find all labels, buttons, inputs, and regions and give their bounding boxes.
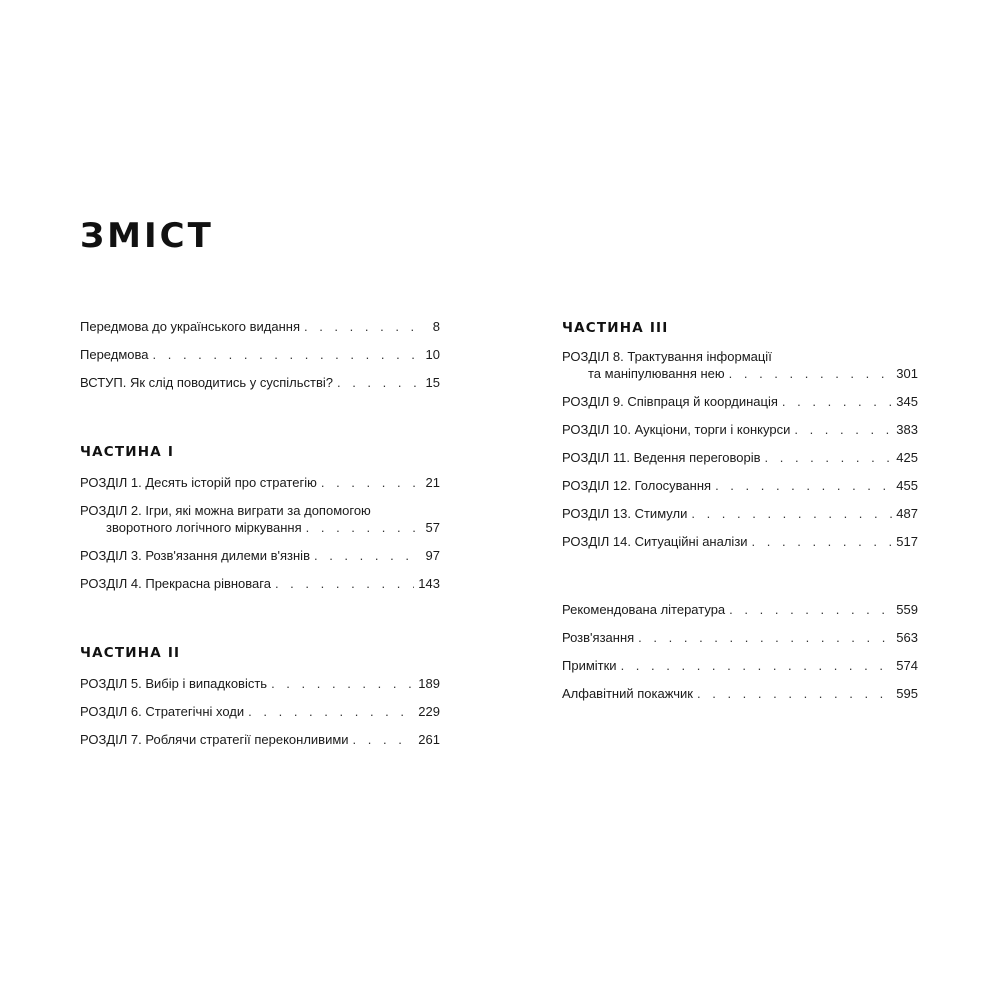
dot-leader [765,449,893,466]
toc-entry[interactable] [80,474,440,491]
entry-title: Передмова [80,347,149,362]
entry-title-continued: зворотного логічного міркування [106,520,302,535]
entry-title: РОЗДІЛ 4. Прекрасна рівновага [80,576,271,591]
toc-entry[interactable] [80,731,440,748]
dot-leader [321,474,418,491]
toc-entry[interactable] [562,629,918,646]
dot-leader [621,657,893,674]
page-number: 517 [896,534,918,549]
toc-entry[interactable] [562,477,918,494]
entry-title: РОЗДІЛ 14. Ситуаційні аналізи [562,534,748,549]
toc-entry[interactable] [80,346,440,363]
toc-entry[interactable] [562,601,918,618]
entry-title: ВСТУП. Як слід поводитись у суспільстві? [80,375,333,390]
entry-title: РОЗДІЛ 6. Стратегічні ходи [80,704,245,719]
toc-entry[interactable] [80,675,440,692]
toc-entry[interactable] [80,575,440,592]
entry-title: РОЗДІЛ 2. Ігри, які можна виграти за допомогою [80,503,371,518]
dot-leader [153,346,419,363]
dot-leader [752,533,893,550]
dot-leader [715,477,892,494]
toc-entry[interactable] [562,505,918,522]
page-number: 574 [896,658,918,673]
entry-title: РОЗДІЛ 1. Десять історій про стратегію [80,475,317,490]
toc-entry[interactable] [562,533,918,550]
page-number: 595 [896,686,918,701]
toc-entry[interactable] [562,421,918,438]
page-number: 8 [432,319,440,334]
entry-title: РОЗДІЛ 12. Голосування [562,478,712,493]
entry-title: Рекомендована література [562,602,726,617]
toc-entry[interactable] [562,393,918,410]
entry-title: РОЗДІЛ 13. Стимули [562,506,688,521]
entry-title: РОЗДІЛ 3. Розв'язання дилеми в'язнів [80,548,310,563]
dot-leader [306,519,418,536]
toc-left-column [80,318,440,759]
part-heading: ЧАСТИНА II [80,645,181,661]
page-number: 229 [418,704,440,719]
dot-leader [794,421,892,438]
page-number: 21 [425,475,440,490]
toc-right-column [562,318,918,713]
dot-leader [337,374,418,391]
part-heading: ЧАСТИНА I [80,444,175,460]
page-number: 189 [418,676,440,691]
toc-entry[interactable] [562,348,918,382]
entry-title: РОЗДІЛ 9. Співпраця й координація [562,394,778,409]
dot-leader [729,365,893,382]
toc-entry[interactable] [562,449,918,466]
page-number: 15 [425,375,440,390]
entry-title: РОЗДІЛ 8. Трактування інформації [562,349,772,364]
dot-leader [691,505,892,522]
page-number: 425 [896,450,918,465]
dot-leader [729,601,892,618]
toc-entry[interactable] [80,374,440,391]
page-number: 487 [896,506,918,521]
dot-leader [638,629,892,646]
part-heading: ЧАСТИНА III [562,320,669,336]
toc-entry[interactable] [80,703,440,720]
page-number: 455 [896,478,918,493]
page-number: 97 [425,548,440,563]
page-title: ЗМІСТ [80,216,214,256]
entry-title: РОЗДІЛ 10. Аукціони, торги і конкурси [562,422,791,437]
page-number: 57 [425,520,440,535]
toc-entry[interactable] [80,502,440,536]
dot-leader [248,703,414,720]
entry-title: Передмова до українського видання [80,319,300,334]
page-number: 10 [425,347,440,362]
entry-title: РОЗДІЛ 11. Ведення переговорів [562,450,761,465]
dot-leader [271,675,414,692]
toc-entry[interactable] [562,685,918,702]
dot-leader [353,731,415,748]
page-number: 345 [896,394,918,409]
dot-leader [275,575,414,592]
page-number: 261 [418,732,440,747]
dot-leader [782,393,892,410]
entry-title: Примітки [562,658,617,673]
dot-leader [697,685,892,702]
page-number: 143 [418,576,440,591]
entry-title: Алфавітний покажчик [562,686,693,701]
toc-entry[interactable] [80,547,440,564]
entry-title: Розв'язання [562,630,635,645]
toc-entry[interactable] [80,318,440,335]
toc-entry[interactable] [562,657,918,674]
page-number: 559 [896,602,918,617]
page-number: 301 [896,366,918,381]
dot-leader [314,547,418,564]
entry-title: РОЗДІЛ 5. Вибір і випадковість [80,676,268,691]
dot-leader [304,318,418,335]
entry-title: РОЗДІЛ 7. Роблячи стратегії переконливими [80,732,349,747]
page-number: 563 [896,630,918,645]
entry-title-continued: та маніпулювання нею [588,366,725,381]
page-number: 383 [896,422,918,437]
